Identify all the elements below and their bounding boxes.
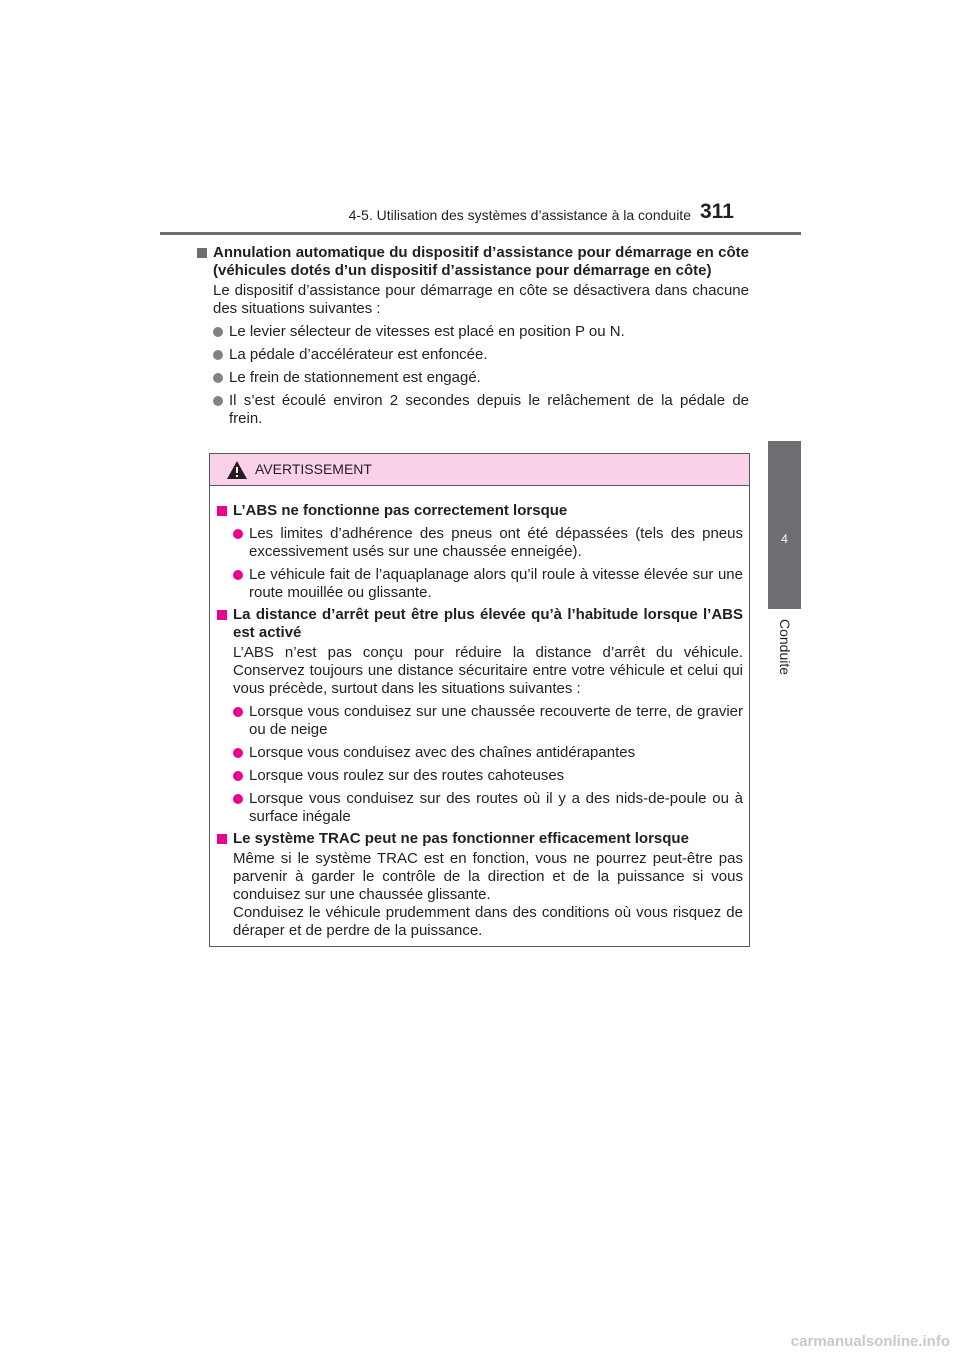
- list-item-text: Le levier sélecteur de vitesses est placé en position P ou N.: [229, 323, 625, 340]
- list-item-text: Il s’est écoulé environ 2 secondes depuis le relâchement de la pédale de frein.: [229, 392, 749, 427]
- hill-start-assist-section: [197, 244, 749, 428]
- list-item: [213, 346, 749, 364]
- list-item: [233, 767, 743, 785]
- round-bullet-icon: [213, 350, 223, 360]
- round-bullet-icon: [233, 529, 243, 539]
- list-item-text: Lorsque vous conduisez avec des chaînes antidérapantes: [249, 744, 636, 761]
- list-item-text: La pédale d’accélérateur est enfoncée.: [229, 346, 488, 363]
- warning-paragraph: Même si le système TRAC est en fonction, vous ne pourrez peut-être pas parvenir à garder le contrôle de la direction et de la puissance si vous conduisez sur une chaussée glissante.: [233, 850, 743, 903]
- list-item: [233, 566, 743, 602]
- list-item: [213, 369, 749, 387]
- warning-section-heading: [217, 502, 743, 520]
- round-bullet-icon: [233, 771, 243, 781]
- watermark-text: carmanualsonline.info: [790, 1333, 950, 1350]
- square-bullet-icon: [217, 506, 227, 516]
- warning-section-heading-text: Le système TRAC peut ne pas fonctionner efficacement lorsque: [233, 830, 689, 847]
- chapter-tab-label: Conduite: [777, 618, 793, 676]
- list-item-text: Le véhicule fait de l’aquaplanage alors qu’il roule à vitesse élevée sur une route mouillée ou glissante.: [249, 566, 743, 601]
- list-item-text: Lorsque vous conduisez sur des routes où il y a des nids-de-poule ou à surface inégale: [249, 790, 743, 825]
- square-bullet-icon: [217, 834, 227, 844]
- section-paragraph: Le dispositif d’assistance pour démarrage en côte se désactivera dans chacune des situations suivantes :: [213, 282, 749, 317]
- chapter-tab-number: 4: [781, 532, 788, 546]
- warning-body: [210, 486, 749, 940]
- round-bullet-icon: [233, 794, 243, 804]
- round-bullet-icon: [213, 396, 223, 406]
- list-item-text: Lorsque vous roulez sur des routes cahoteuses: [249, 767, 565, 784]
- warning-title: AVERTISSEMENT: [255, 461, 372, 477]
- warning-header: [210, 454, 749, 486]
- list-item: [213, 323, 749, 341]
- header-rule: [160, 232, 801, 235]
- round-bullet-icon: [233, 707, 243, 717]
- round-bullet-icon: [213, 373, 223, 383]
- round-bullet-icon: [233, 570, 243, 580]
- warning-section-heading-text: La distance d’arrêt peut être plus élevée qu’à l’habitude lorsque l’ABS est activé: [233, 606, 743, 641]
- square-bullet-icon: [197, 248, 207, 258]
- warning-section-heading-text: L’ABS ne fonctionne pas correctement lorsque: [233, 502, 568, 519]
- list-item-text: Les limites d’adhérence des pneus ont été dépassées (tels des pneus excessivement usés sur une chaussée enneigée).: [249, 525, 743, 560]
- list-item-text: Le frein de stationnement est engagé.: [229, 369, 481, 386]
- list-item: [233, 525, 743, 561]
- page-number: 311: [700, 200, 734, 223]
- list-item: [233, 703, 743, 739]
- list-item: [213, 392, 749, 428]
- list-item: [233, 744, 743, 762]
- section-heading: [197, 244, 749, 280]
- running-header-section: 4-5. Utilisation des systèmes d’assistance à la conduite: [348, 207, 691, 223]
- warning-box: [209, 453, 750, 947]
- warning-paragraph: Conduisez le véhicule prudemment dans des conditions où vous risquez de déraper et de perdre de la puissance.: [233, 904, 743, 939]
- chapter-tab: [768, 441, 801, 609]
- warning-section-heading: [217, 606, 743, 642]
- list-item-text: Lorsque vous conduisez sur une chaussée recouverte de terre, de gravier ou de neige: [249, 703, 743, 738]
- warning-paragraph: L’ABS n’est pas conçu pour réduire la distance d’arrêt du véhicule. Conservez toujours une distance sécuritaire entre votre véhicule et celui qui vous précède, surtout dans les situations suivantes :: [233, 644, 743, 697]
- square-bullet-icon: [217, 610, 227, 620]
- round-bullet-icon: [213, 327, 223, 337]
- list-item: [233, 790, 743, 826]
- warning-triangle-icon: [226, 460, 248, 480]
- round-bullet-icon: [233, 748, 243, 758]
- warning-section-heading: [217, 830, 743, 848]
- section-heading-text: Annulation automatique du dispositif d’assistance pour démarrage en côte (véhicules dotés d’un dispositif d’assistance pour démarrage en côte): [213, 244, 749, 279]
